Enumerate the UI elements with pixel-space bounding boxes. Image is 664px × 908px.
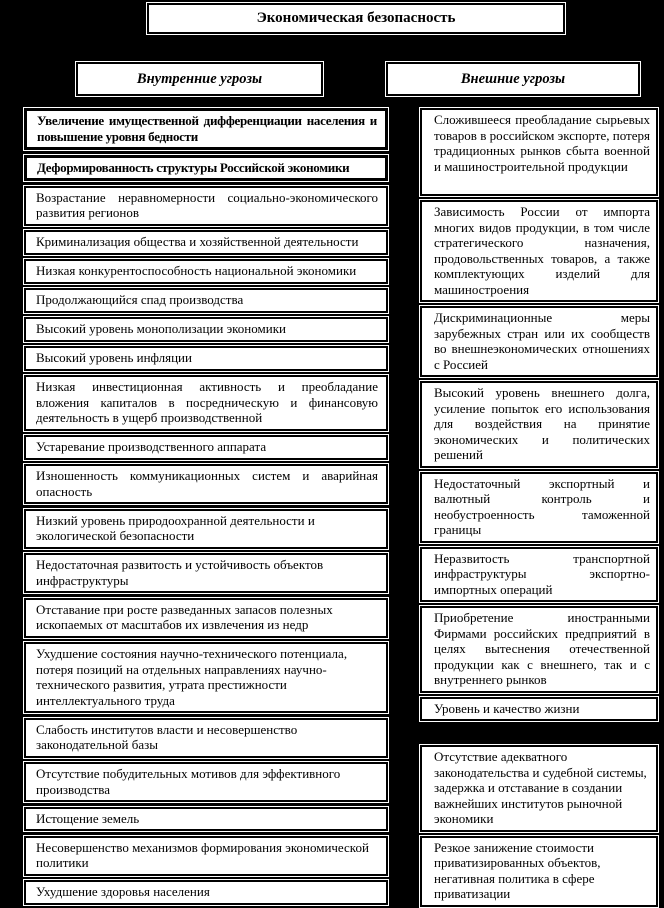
external-threat-6: Неразвитость транспортной инфраструктуры экспортно-импортных операций — [420, 547, 658, 603]
external-threat-7: Приобретение иностранными Фирмами российских предприятий в целях вытеснения отечественной продукции как с внешнего, так и с внутреннего рынков — [420, 606, 658, 693]
external-threats-column — [420, 108, 658, 907]
internal-threat-16: Слабость институтов власти и несовершенство законодательной базы — [24, 718, 388, 758]
internal-threat-13: Недостаточная развитость и устойчивость объектов инфраструктуры — [24, 553, 388, 593]
internal-threat-15: Ухудшение состояния научно-технического потенциала, потеря позиций на отдельных направлениях научно-технического развития, утрата престижности интеллектуального труда — [24, 642, 388, 713]
internal-threat-8: Высокий уровень инфляции — [24, 346, 388, 371]
internal-threat-6: Продолжающийся спад производства — [24, 288, 388, 313]
external-threat-1: Сложившееся преобладание сырьевых товаров в российском экспорте, потеря традиционных рынков сбыта военной и машиностроительной продукции — [420, 108, 658, 196]
internal-threat-12: Низкий уровень природоохранной деятельности и экологической безопасности — [24, 509, 388, 549]
external-threat-5: Недостаточный экспортный и валютный контроль и необустроенность таможенной границы — [420, 472, 658, 543]
internal-threat-20: Ухудшение здоровья населения — [24, 880, 388, 905]
external-threats-header: Внешние угрозы — [386, 62, 640, 96]
external-threat-9: Отсутствие адекватного законодательства и судебной системы, задержка и отставание в создании важнейших институтов рыночной экономики — [420, 745, 658, 832]
internal-threats-header: Внутренние угрозы — [76, 62, 323, 96]
internal-threats-column — [24, 108, 388, 905]
internal-threat-5: Низкая конкурентоспособность национальной экономики — [24, 259, 388, 284]
internal-threat-3: Возрастание неравномерности социально-экономического развития регионов — [24, 186, 388, 226]
internal-threat-9: Низкая инвестиционная активность и преобладание вложения капиталов в посредническую и финансовую деятельность в ущерб производственной — [24, 375, 388, 431]
internal-threat-4: Криминализация общества и хозяйственной деятельности — [24, 230, 388, 255]
external-threat-8: Уровень и качество жизни — [420, 697, 658, 722]
internal-threat-2: Деформированность структуры Российской экономики — [24, 155, 388, 182]
external-threat-4: Высокий уровень внешнего долга, усиление попыток его использования для воздействия на принятие экономических и политических решений — [420, 381, 658, 468]
internal-threat-19: Несовершенство механизмов формирования экономической политики — [24, 836, 388, 876]
external-threat-3: Дискриминационные меры зарубежных стран или их сообществ во внешнеэкономических отношениях с Россией — [420, 306, 658, 377]
internal-threat-1: Увеличение имущественной дифференциации населения и повышение уровня бедности — [24, 108, 388, 150]
internal-threat-17: Отсутствие побудительных мотивов для эффективного производства — [24, 762, 388, 802]
internal-threat-10: Устаревание производственного аппарата — [24, 435, 388, 460]
diagram-title: Экономическая безопасность — [147, 3, 565, 34]
internal-threat-7: Высокий уровень монополизации экономики — [24, 317, 388, 342]
external-threat-2: Зависимость России от импорта многих видов продукции, в том числе стратегического назначения, продовольственных товаров, а также комплектующих изделий для машиностроения — [420, 200, 658, 302]
internal-threat-11: Изношенность коммуникационных систем и аварийная опасность — [24, 464, 388, 504]
internal-threat-14: Отставание при росте разведанных запасов полезных ископаемых от масштабов их извлечения из недр — [24, 598, 388, 638]
external-threat-10: Резкое занижение стоимости приватизированных объектов, негативная политика в сфере приватизации — [420, 836, 658, 907]
internal-threat-18: Истощение земель — [24, 807, 388, 832]
